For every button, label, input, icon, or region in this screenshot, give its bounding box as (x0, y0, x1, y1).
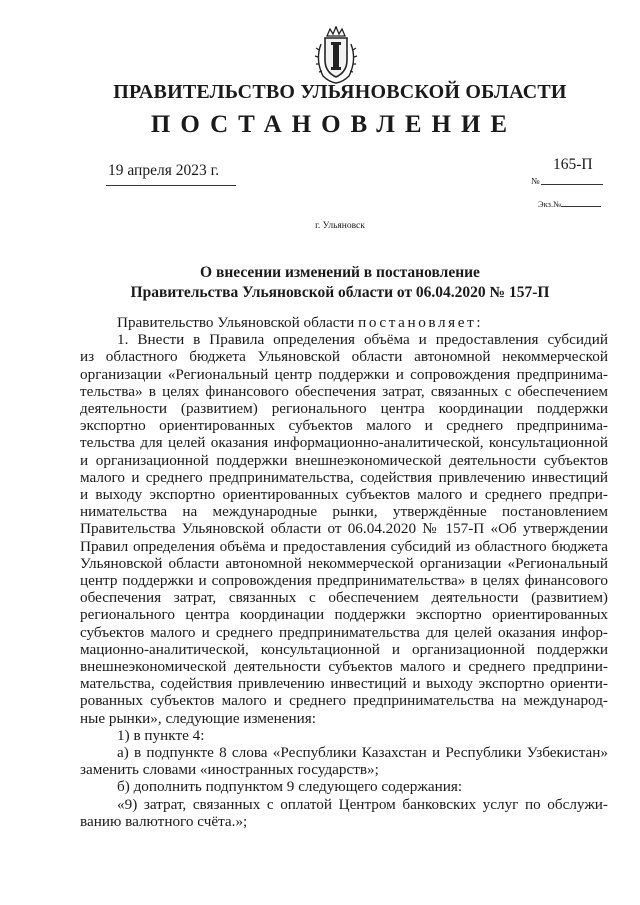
text-line: Правительства Ульяновской области от 06.04.2020 № 157-П «Об утверждении (80, 520, 608, 538)
decree-title (0, 263, 640, 303)
title-line-1: О внесении изменений в постановление (200, 264, 480, 281)
item-1a-line-1: а) в подпункте 8 слова «Республики Казахстан и Республики Узбекистан» (117, 744, 608, 762)
text-line: Ульяновской области автономной некоммерческой организации «Региональный (80, 554, 608, 572)
item-1: 1) в пункте 4: (117, 726, 205, 744)
preamble-text: Правительство Ульяновской области (117, 314, 359, 331)
text-line: центр поддержки и сопровождения предпринимательства» в целях финансового (80, 572, 608, 590)
text-line: ные рынки», следующие изменения: (80, 709, 316, 727)
text-line: тельства» в целях финансового обеспечения затрат, связанных с обеспечением (80, 382, 608, 400)
text-line: экспортно ориентированных субъектов малого и среднего предпринима- (80, 417, 608, 435)
item-1b-quote-line-2: ванию валютного счёта.»; (80, 812, 248, 830)
date-underline (106, 185, 236, 186)
copy-label: Экз.№ (538, 199, 562, 209)
document-type: ПОСТАНОВЛЕНИЕ (150, 111, 518, 138)
decree-date: 19 апреля 2023 г. (108, 162, 220, 179)
text-line: Правил определения объёма и предоставления субсидий из областного бюджета (80, 537, 608, 555)
text-line: 1. Внести в Правила определения объёма и предоставления субсидий (117, 331, 608, 349)
decree-number: 165-П (553, 156, 593, 173)
title-line-2: Правительства Ульяновской области от 06.04.2020 № 157-П (130, 284, 550, 301)
government-name: ПРАВИТЕЛЬСТВО УЛЬЯНОВСКОЙ ОБЛАСТИ (113, 81, 567, 103)
text-line: обеспечения затрат, связанных с обеспечением деятельности (развитием) (80, 589, 608, 607)
text-line: и организационной поддержки внешнеэкономической деятельности субъектов (80, 451, 608, 469)
text-line: из областного бюджета Ульяновской области автономной некоммерческой (80, 348, 608, 366)
text-line: внешнеэкономической деятельности субъектов малого и среднего предприни- (80, 658, 608, 676)
number-label: № (531, 176, 540, 186)
text-line: и выходу экспортно ориентированных субъектов малого и среднего предпри- (80, 486, 608, 504)
text-line: субъектов малого и среднего предпринимательства для целей оказания инфор- (80, 623, 608, 641)
copy-underline (561, 206, 601, 207)
text-line: тельства для целей оказания информационно-аналитической, консультационной (80, 434, 608, 452)
text-line: рованных субъектов малого и среднего предпринимательства на международ- (80, 692, 608, 710)
text-line: мационно-аналитической, консультационной и организационной поддержки (80, 640, 608, 658)
copy-number (538, 199, 601, 209)
preamble-colon: : (476, 314, 481, 331)
document-body (80, 314, 608, 830)
number-underline (541, 184, 603, 185)
text-line: организации «Региональный центр поддержки и сопровождения предпринима- (80, 365, 608, 383)
coat-of-arms-emblem (313, 26, 359, 86)
text-line: деятельности (развитием) регионального центра координации поддержки (80, 400, 608, 418)
paragraph-1 (80, 331, 608, 727)
item-1a-line-2: заменить словами «иностранных государств»; (80, 761, 379, 779)
text-line: мательства, содействия привлечению инвестиций и выходу экспортно ориенти- (80, 675, 608, 693)
item-1b: б) дополнить подпунктом 9 следующего содержания: (117, 778, 463, 796)
preamble-verb: постановляет (358, 314, 477, 331)
text-line: регионального центра координации поддержки экспортно ориентированных (80, 606, 608, 624)
text-line: нимательства на международные рынки, утверждённые постановлением (80, 503, 608, 521)
item-1b-quote-line-1: «9) затрат, связанных с оплатой Центром банковских услуг по обслужи- (117, 795, 608, 813)
text-line: малого и среднего предпринимательства, содействия привлечению инвестиций (80, 468, 608, 486)
city: г. Ульяновск (315, 221, 365, 231)
preamble (80, 314, 608, 331)
